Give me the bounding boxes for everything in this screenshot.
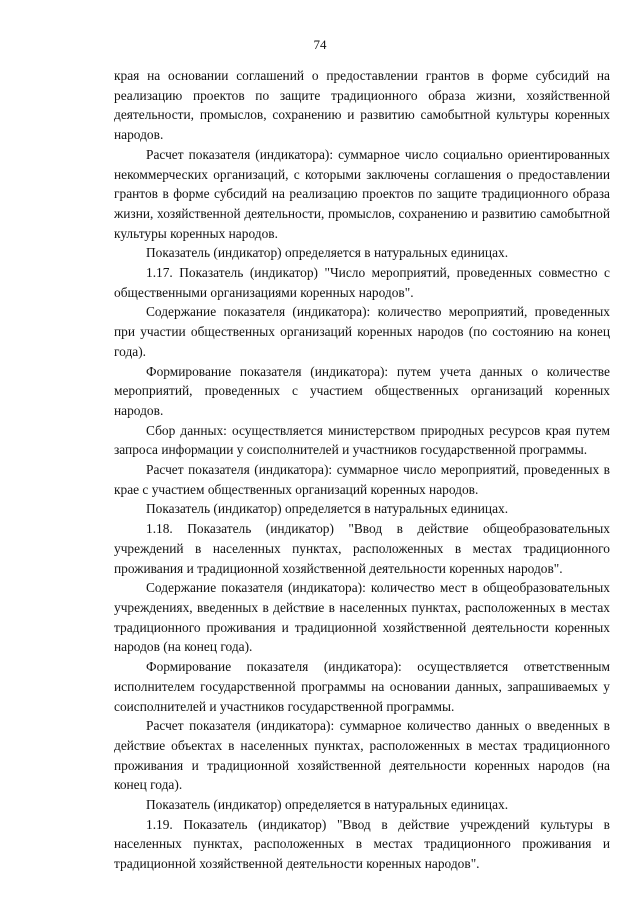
- paragraph: Показатель (индикатор) определяется в натуральных единицах.: [146, 797, 509, 813]
- paragraph: Формирование показателя (индикатора): осуществляется ответственным исполнителем государственной программы на основании данных, запрашиваемых у соисполнителей и участников государственной программы.: [114, 659, 610, 714]
- paragraph: Содержание показателя (индикатора): количество мест в общеобразовательных учреждениях, введенных в действие в населенных пунктах, расположенных в местах традиционного проживания и традиционной хозяйственной деятельности коренных народов (на конец года).: [114, 580, 610, 655]
- body-text: [114, 66, 610, 874]
- page-number: 74: [313, 37, 327, 52]
- section-heading-1-18: 1.18. Показатель (индикатор) "Ввод в действие общеобразовательных учреждений в населенных пунктах, расположенных в местах традиционного проживания и традиционной хозяйственной деятельности коренных народов".: [114, 521, 610, 576]
- section-heading-1-17: 1.17. Показатель (индикатор) "Число мероприятий, проведенных совместно с общественными организациями коренных народов".: [114, 265, 610, 300]
- paragraph: Расчет показателя (индикатора): суммарное число мероприятий, проведенных в крае с участием общественных организаций коренных народов.: [114, 462, 610, 497]
- paragraph: Сбор данных: осуществляется министерством природных ресурсов края путем запроса информации у соисполнителей и участников государственной программы.: [114, 422, 610, 458]
- paragraph: Формирование показателя (индикатора): путем учета данных о количестве мероприятий, проведенных с участием общественных организаций коренных народов.: [114, 363, 610, 418]
- paragraph: края на основании соглашений о предоставлении грантов в форме субсидий на реализацию проектов по защите традиционного образа жизни, хозяйственной деятельности, промыслов, сохранению и развитию самобытной культуры коренных народов.: [114, 68, 610, 143]
- section-heading-1-19: 1.19. Показатель (индикатор) "Ввод в действие учреждений культуры в населенных пунктах, расположенных в местах традиционного проживания и традиционной хозяйственной деятельности коренных народов".: [114, 816, 610, 872]
- paragraph: Расчет показателя (индикатора): суммарное число социально ориентированных некоммерческих организаций, с которыми заключены соглашения о предоставлении грантов в форме субсидий на реализацию проектов по защите традиционного образа жизни, хозяйственной деятельности, промыслов, сохранению и развитию самобытной культуры коренных народов.: [114, 146, 610, 241]
- paragraph: Расчет показателя (индикатора): суммарное количество данных о введенных в действие объектах в населенных пунктах, расположенных в местах традиционного проживания и традиционной хозяйственной деятельности коренных народов (на конец года).: [114, 718, 610, 793]
- paragraph: Показатель (индикатор) определяется в натуральных единицах.: [146, 245, 509, 261]
- paragraph: Содержание показателя (индикатора): количество мероприятий, проведенных при участии общественных организаций коренных народов (по состоянию на конец года).: [114, 304, 610, 359]
- paragraph: Показатель (индикатор) определяется в натуральных единицах.: [146, 501, 509, 517]
